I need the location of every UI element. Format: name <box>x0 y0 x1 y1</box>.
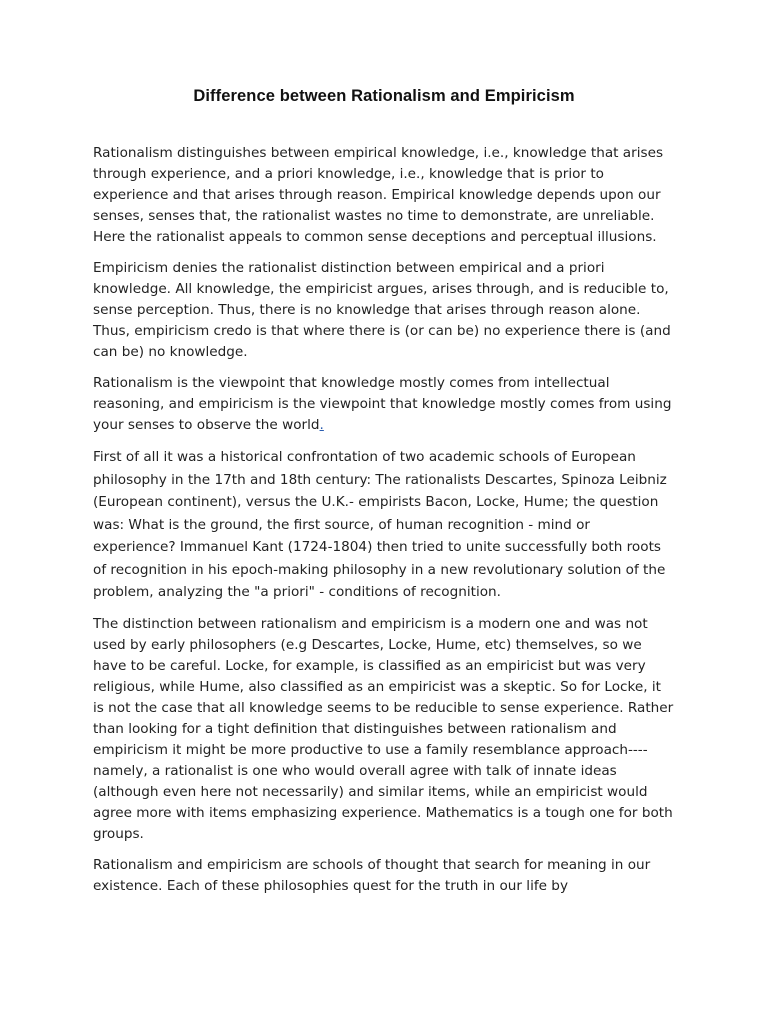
paragraph-3-link[interactable]: . <box>319 417 324 433</box>
paragraph-5: The distinction between rationalism and empiricism is a modern one and was not used by early philosophers (e.g Descartes, Locke, Hume, etc) themselves, so we have to be careful. Locke, for example, is classified as an empiricist but was very religious, while Hume, also classified as an empiricist was a skeptic. So for Locke, it is not the case that all knowledge seems to be reducible to sense experience. Rather than looking for a tight definition that distinguishes between rationalism and empiricism it might be more productive to use a family resemblance approach----namely, a rationalist is one who would overall agree with talk of innate ideas (although even here not necessarily) and similar items, while an empiricist would agree more with items emphasizing experience. Mathematics is a tough one for both groups. <box>93 615 674 842</box>
document-body <box>93 143 675 907</box>
paragraph-1: Rationalism distinguishes between empirical knowledge, i.e., knowledge that arises through experience, and a priori knowledge, i.e., knowledge that is prior to experience and that arises through reason. Empirical knowledge depends upon our senses, senses that, the rationalist wastes no time to demonstrate, are unreliable. Here the rationalist appeals to common sense deceptions and perceptual illusions. <box>93 145 664 245</box>
paragraph-4: First of all it was a historical confrontation of two academic schools of European philosophy in the 17th and 18th century: The rationalists Descartes, Spinoza Leibniz (European continent), versus the U.K.- empirists Bacon, Locke, Hume; the question was: What is the ground, the first source, of human recognition - mind or experience? Immanuel Kant (1724-1804) then tried to unite successfully both roots of recognition in his epoch-making philosophy in a new revolutionary solution of the problem, analyzing the "a priori" - conditions of recognition. <box>93 449 667 600</box>
document-title: Difference between Rationalism and Empiricism <box>193 87 575 105</box>
paragraph-2: Empiricism denies the rationalist distinction between empirical and a priori knowledge. All knowledge, the empiricist argues, arises through, and is reducible to, sense perception. Thus, there is no knowledge that arises through reason alone. Thus, empiricism credo is that where there is (or can be) no experience there is (and can be) no knowledge. <box>93 260 671 360</box>
paragraph-6: Rationalism and empiricism are schools of thought that search for meaning in our existence. Each of these philosophies quest for the truth in our life by <box>93 856 651 894</box>
paragraph-3 <box>93 373 675 436</box>
paragraph-3-text: Rationalism is the viewpoint that knowledge mostly comes from intellectual reasoning, and empiricism is the viewpoint that knowledge mostly comes from using your senses to observe the world <box>93 375 672 433</box>
